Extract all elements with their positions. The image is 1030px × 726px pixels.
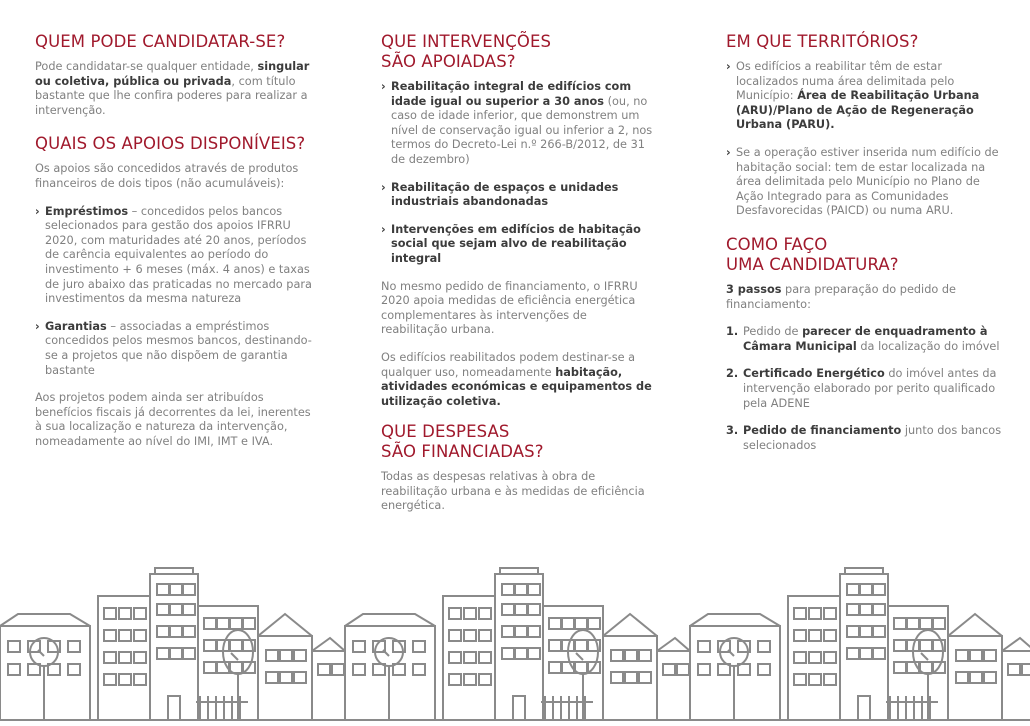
step-2: 2. Certificado Energético do imóvel antes da intervenção elaborado por perito qualificado pela ADENE: [726, 367, 997, 410]
bullet-chevron-icon: ›: [726, 60, 731, 73]
bullet-chevron-icon: ›: [726, 145, 731, 159]
city-skyline-illustration: [0, 556, 1030, 726]
step-1: 1. Pedido de parecer de enquadramento à Câmara Municipal da localização do imóvel: [726, 325, 1000, 353]
para-tax-benefits: Aos projetos podem ainda ser atribuídos benefícios fiscais já decorrentes da lei, inerentes à sua localização e natureza da intervenção, nomeadamente ao nível do IMI, IMT e IVA.: [35, 391, 311, 448]
bullet-chevron-icon: ›: [381, 180, 386, 194]
bullet-loans: › Empréstimos – concedidos pelos bancos selecionados para gestão dos apoios IFRRU 2020, com maturidades até 20 anos, períodos de carência equivalentes ao período do investimento + 6 meses (máx. 4 anos) e taxas de juro abaixo das praticadas no mercado para investimentos da mesma natureza: [35, 204, 312, 306]
bullet-social-housing: › Intervenções em edifícios de habitação social que sejam alvo de reabilitação integral: [381, 222, 641, 265]
para-who-can-apply: Pode candidatar-se qualquer entidade, singular ou coletiva, pública ou privada, com título bastante que lhe confira poderes para realizar a intervenção.: [35, 60, 310, 117]
column-interventions: [381, 32, 656, 514]
bullet-chevron-icon: ›: [381, 222, 386, 236]
para-expenses: Todas as despesas relativas à obra de reabilitação urbana e às medidas de eficiência energética.: [381, 470, 645, 513]
bullet-guarantees: › Garantias – associadas a empréstimos concedidos pelos mesmos bancos, destinando-se a projetos que não dispõem de garantia bastante: [35, 319, 312, 377]
heading-who-can-apply: QUEM PODE CANDIDATAR-SE?: [35, 32, 286, 51]
bullet-chevron-icon: ›: [381, 80, 386, 93]
column-territories: [726, 32, 1006, 453]
bullet-industrial-rehab: › Reabilitação de espaços e unidades industriais abandonadas: [381, 180, 619, 209]
step-3: 3. Pedido de financiamento junto dos bancos selecionados: [726, 424, 1002, 452]
heading-supported-interventions: QUE INTERVENÇÕES SÃO APOIADAS?: [381, 32, 552, 71]
column-eligibility: [35, 32, 315, 449]
bullet-chevron-icon: ›: [35, 319, 40, 333]
bullet-social-housing-area: › Se a operação estiver inserida num edifício de habitação social: tem de estar localizada na área delimitada pelo Município no Plano de Ação Integrado para as Comunidades Desfavorecidas (PAICD) ou numa ARU.: [726, 145, 999, 218]
bullet-chevron-icon: ›: [35, 204, 40, 218]
para-support-intro: Os apoios são concedidos através de produtos financeiros de dois tipos (não acumuláveis):: [35, 162, 299, 190]
heading-financed-expenses: QUE DESPESAS SÃO FINANCIADAS?: [381, 422, 544, 462]
para-steps-intro: 3 passos para preparação do pedido de financiamento:: [726, 282, 956, 311]
heading-how-to-apply: COMO FAÇO UMA CANDIDATURA?: [726, 234, 899, 274]
para-building-uses: Os edifícios reabilitados podem destinar-se a qualquer uso, nomeadamente habitação, atividades económicas e equipamentos de utilização coletiva.: [381, 350, 652, 408]
bullet-aru-paru: › Os edifícios a reabilitar têm de estar localizados numa área delimitada pelo Município: Área de Reabilitação Urbana (ARU)/Plano de Ação de Regeneração Urbana (PARU).: [726, 60, 980, 132]
bullet-integral-rehab: › Reabilitação integral de edifícios com idade igual ou superior a 30 anos (ou, no caso de idade inferior, que demonstrem um nível de conservação igual ou inferior a 2, nos termos do Decreto-Lei n.º 266-B/2012, de 31 de dezembro): [381, 80, 653, 166]
para-energy-efficiency: No mesmo pedido de financiamento, o IFRRU 2020 apoia medidas de eficiência energética complementares às intervenções de reabilitação urbana.: [381, 279, 638, 337]
heading-territories: EM QUE TERRITÓRIOS?: [726, 32, 919, 51]
heading-available-support: QUAIS OS APOIOS DISPONÍVEIS?: [35, 134, 306, 154]
